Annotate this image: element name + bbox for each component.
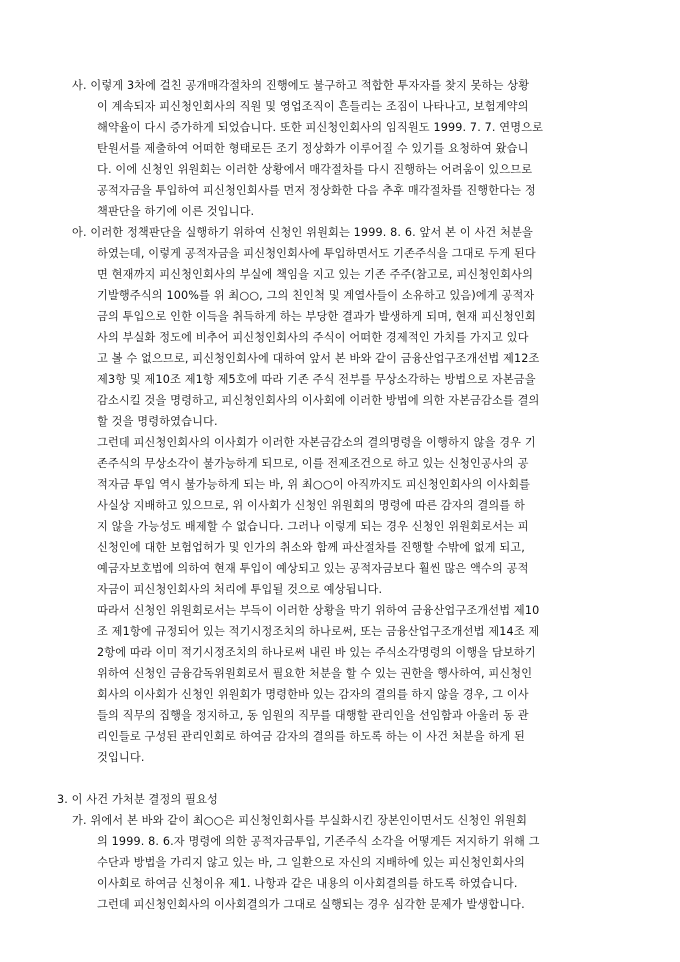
text-line: 다. 이에 신청인 위원회는 이러한 상황에서 매각절차를 다시 진행하는 어려움이 있으므로 bbox=[97, 163, 533, 176]
text-line: 신청인에 대한 보험업허가 및 인가의 취소와 함께 파산절차를 진행할 수밖에 없게 되고, bbox=[97, 541, 525, 554]
text-line: 기발행주식의 100%를 위 최○○, 그의 친인척 및 계열사들이 소유하고 있음)에게 공적자 bbox=[97, 289, 535, 302]
text-line: 회사의 이사회가 신청인 위원회가 명령한바 있는 감자의 결의를 하지 않을 경우, 그 이사 bbox=[97, 688, 529, 701]
text-line: 의 1999. 8. 6.자 명령에 의한 공적자금투입, 기존주식 소각을 어떻게든 저지하기 위해 그 bbox=[97, 835, 540, 848]
text-line: 들의 직무의 집행을 정지하고, 동 임원의 직무를 대행할 관리인을 선임함과 아울러 동 관 bbox=[97, 709, 529, 722]
text-line: 지 않을 가능성도 배제할 수 없습니다. 그러나 이렇게 되는 경우 신청인 위원회로서는 피 bbox=[97, 520, 529, 533]
text-line: 공적자금을 투입하여 피신청인회사를 먼저 정상화한 다음 추후 매각절차를 진행한다는 정 bbox=[97, 184, 536, 197]
text-line: 것입니다. bbox=[97, 751, 145, 764]
text-line: 존주식의 무상소각이 불가능하게 되므로, 이를 전제조건으로 하고 있는 신청인공사의 공 bbox=[97, 457, 529, 470]
text-line: 리인들로 구성된 관리인회로 하여금 감자의 결의를 하도록 하는 이 사건 처분을 하게 된 bbox=[97, 730, 525, 743]
text-line: 수단과 방법을 가리지 않고 있는 바, 그 일환으로 자신의 지배하에 있는 피신청인회사의 bbox=[97, 856, 525, 869]
text-line: 가. 위에서 본 바와 같이 최○○은 피신청인회사를 부실화시킨 장본인이면서도 신청인 위원회 bbox=[72, 814, 528, 827]
text-line: 따라서 신청인 위원회로서는 부득이 이러한 상황을 막기 위하여 금융산업구조개선법 제10 bbox=[97, 604, 540, 617]
section-heading: 3. 이 사건 가처분 결정의 필요성 bbox=[57, 793, 218, 806]
text-line: 할 것을 명령하였습니다. bbox=[97, 415, 218, 428]
text-line: 자금이 피신청인회사의 처리에 투입될 것으로 예상됩니다. bbox=[97, 583, 383, 596]
text-line: 위하여 신청인 금융감독위원회로서 필요한 처분을 할 수 있는 권한을 행사하여, 피신청인 bbox=[97, 667, 533, 680]
text-line: 탄원서를 제출하여 어떠한 형태로든 조기 정상화가 이루어질 수 있기를 요청하여 왔습니 bbox=[97, 142, 529, 155]
text-line: 그런데 피신청인회사의 이사회결의가 그대로 실행되는 경우 심각한 문제가 발생합니다. bbox=[97, 898, 525, 911]
text-line: 예금자보호법에 의하여 현재 투입이 예상되고 있는 공적자금보다 훨씬 많은 액수의 공적 bbox=[97, 562, 529, 575]
text-line: 감소시킬 것을 명령하고, 피신청인회사의 이사회에 이러한 방법에 의한 자본금감소를 결의 bbox=[97, 394, 540, 407]
text-line: 이 계속되자 피신청인회사의 직원 및 영업조직이 흔들리는 조짐이 나타나고, 보험계약의 bbox=[97, 100, 529, 113]
text-line: 사실상 지배하고 있으므로, 위 이사회가 신청인 위원회의 명령에 따른 감자의 결의를 하 bbox=[97, 499, 525, 512]
text-line: 사. 이렇게 3차에 걸친 공개매각절차의 진행에도 불구하고 적합한 투자자를 찾지 못하는 상황 bbox=[72, 79, 530, 92]
text-line: 고 볼 수 없으므로, 피신청인회사에 대하여 앞서 본 바와 같이 금융산업구조개선법 제12조 bbox=[97, 352, 540, 365]
text-line: 아. 이러한 정책판단을 실행하기 위하여 신청인 위원회는 1999. 8. 6. 앞서 본 이 사건 처분을 bbox=[72, 226, 533, 239]
text-line: 이사회로 하여금 신청이유 제1. 나항과 같은 내용의 이사회결의를 하도록 하였습니다. bbox=[97, 877, 518, 890]
text-line: 그런데 피신청인회사의 이사회가 이러한 자본금감소의 결의명령을 이행하지 않을 경우 기 bbox=[97, 436, 536, 449]
text-line: 조 제1항에 규정되어 있는 적기시정조치의 하나로써, 또는 금융산업구조개선법 제14조 제 bbox=[97, 625, 540, 638]
text-line: 해약율이 다시 증가하게 되었습니다. 또한 피신청인회사의 임직원도 1999. 7. 7. 연명으로 bbox=[97, 121, 544, 134]
text-line: 2항에 따라 이미 적기시정조치의 하나로써 내린 바 있는 주식소각명령의 이행을 담보하기 bbox=[97, 646, 536, 659]
text-line: 금의 투입으로 인한 이득을 취득하게 하는 부당한 결과가 발생하게 되며, 현재 피신청인회 bbox=[97, 310, 536, 323]
text-line: 적자금 투입 역시 불가능하게 되는 바, 위 최○○이 아직까지도 피신청인회사의 이사회를 bbox=[97, 478, 531, 491]
text-line: 면 현재까지 피신청인회사의 부실에 책임을 지고 있는 기존 주주(참고로, 피신청인회사의 bbox=[97, 268, 534, 281]
text-line: 책판단을 하기에 이른 것입니다. bbox=[97, 205, 255, 218]
text-line: 사의 부실화 정도에 비추어 피신청인회사의 주식이 어떠한 경제적인 가치를 가지고 있다 bbox=[97, 331, 529, 344]
text-line: 하였는데, 이렇게 공적자금을 피신청인회사에 투입하면서도 기존주식을 그대로 두게 된다 bbox=[97, 247, 536, 260]
text-line: 제3항 및 제10조 제1항 제5호에 따라 기존 주식 전부를 무상소각하는 방법으로 자본금을 bbox=[97, 373, 536, 386]
